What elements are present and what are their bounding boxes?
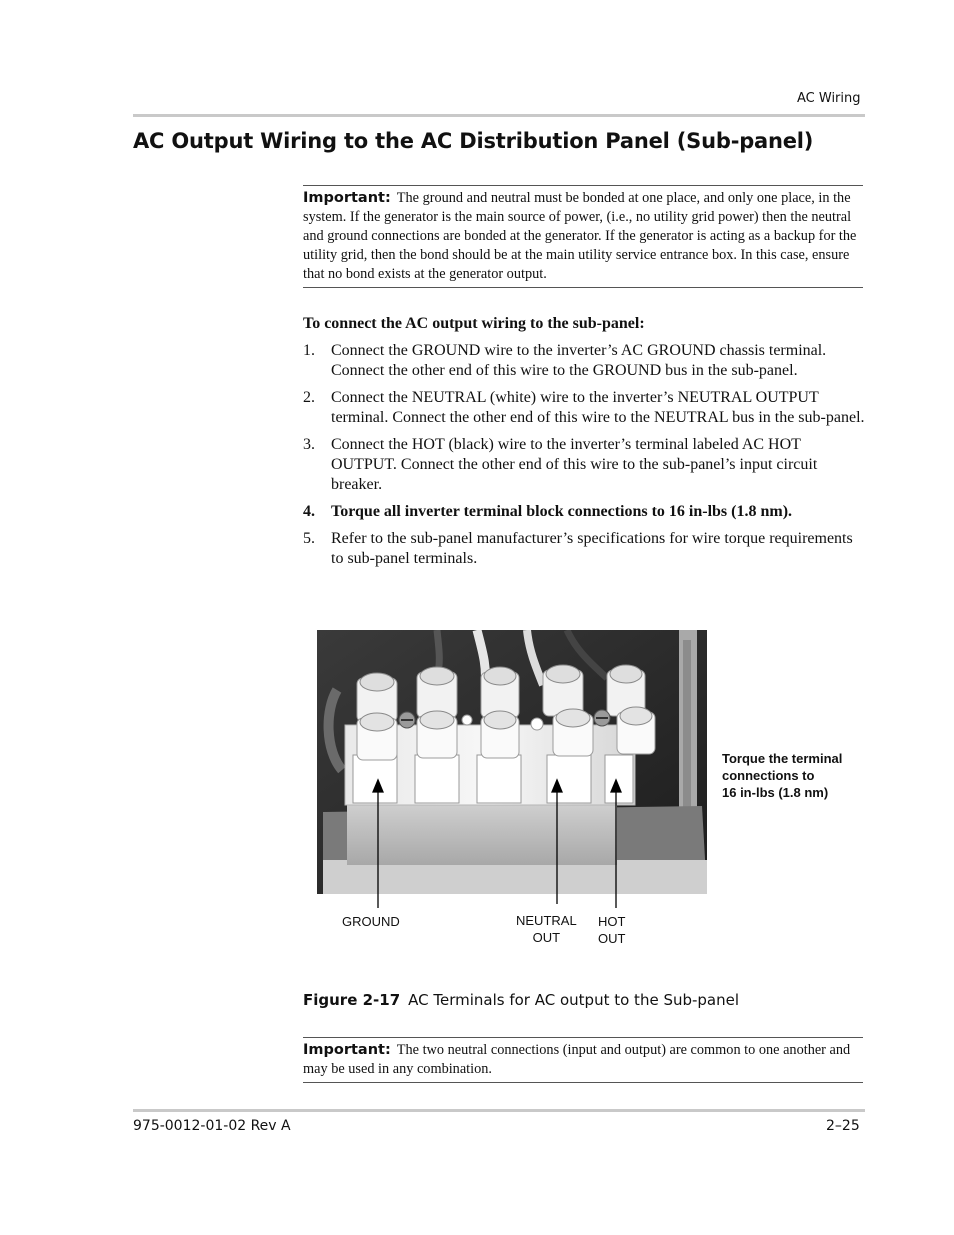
step-item (303, 502, 868, 522)
figure-title: AC Terminals for AC output to the Sub-panel (408, 991, 740, 1009)
important-label: Important: (303, 1042, 391, 1058)
step-text: Connect the NEUTRAL (white) wire to the inverter’s NEUTRAL OUTPUT terminal. Connect the other end of this wire to the NEUTRAL bus in the sub-panel. (331, 389, 865, 426)
step-text: Torque all inverter terminal block connections to 16 in-lbs (1.8 nm). (331, 503, 793, 520)
procedure-heading: To connect the AC output wiring to the sub-panel: (303, 315, 645, 332)
procedure-steps (303, 341, 868, 576)
hot-label-line1: HOT (598, 914, 626, 929)
figure-caption (303, 991, 739, 1009)
step-number: 4. (303, 503, 315, 520)
important-text: The ground and neutral must be bonded at one place, and only one place, in the system. If the generator is the main source of power, (i.e., no utility grid power) then the neutral and ground connections are bonded at the generator. If the generator is acting as a backup for the utility grid, then the bond should be at the main utility service entrance box. In this case, ensure that no bond exists at the generator output. (303, 190, 857, 282)
hot-label-line2: OUT (598, 931, 626, 946)
neutral-out-callout (516, 912, 577, 946)
footer-rule (133, 1109, 865, 1112)
document-number: 975-0012-01-02 Rev A (133, 1118, 291, 1134)
step-item (303, 435, 868, 495)
running-head: AC Wiring (797, 91, 861, 106)
step-number: 1. (303, 342, 315, 359)
page-number: 2–25 (826, 1118, 860, 1134)
step-text: Refer to the sub-panel manufacturer’s specifications for wire torque requirements to sub-panel terminals. (331, 530, 853, 567)
step-text: Connect the HOT (black) wire to the inverter’s terminal labeled AC HOT OUTPUT. Connect the other end of this wire to the sub-panel’s input circuit breaker. (331, 436, 818, 493)
step-text: Connect the GROUND wire to the inverter’s AC GROUND chassis terminal. Connect the other end of this wire to the GROUND bus in the sub-panel. (331, 342, 827, 379)
step-item (303, 341, 868, 381)
torque-line2: connections to (722, 768, 815, 783)
important-label: Important: (303, 190, 391, 206)
important-note (303, 185, 863, 288)
section-title: AC Output Wiring to the AC Distribution Panel (Sub-panel) (133, 129, 814, 153)
header-rule (133, 114, 865, 117)
step-number: 5. (303, 530, 315, 547)
torque-callout (722, 750, 872, 801)
step-number: 3. (303, 436, 315, 453)
step-number: 2. (303, 389, 315, 406)
torque-line1: Torque the terminal (722, 751, 843, 766)
important-note (303, 1037, 863, 1083)
hot-out-callout (598, 913, 625, 947)
important-text: The two neutral connections (input and output) are common to one another and may be used in any combination. (303, 1042, 851, 1077)
callout-arrows (300, 770, 640, 920)
figure-number: Figure 2-17 (303, 991, 401, 1009)
torque-line3: 16 in-lbs (1.8 nm) (722, 785, 829, 800)
step-item (303, 388, 868, 428)
neutral-label-line1: NEUTRAL (516, 913, 577, 928)
neutral-label-line2: OUT (532, 930, 561, 945)
ground-callout: GROUND (342, 914, 400, 929)
step-item (303, 529, 868, 569)
